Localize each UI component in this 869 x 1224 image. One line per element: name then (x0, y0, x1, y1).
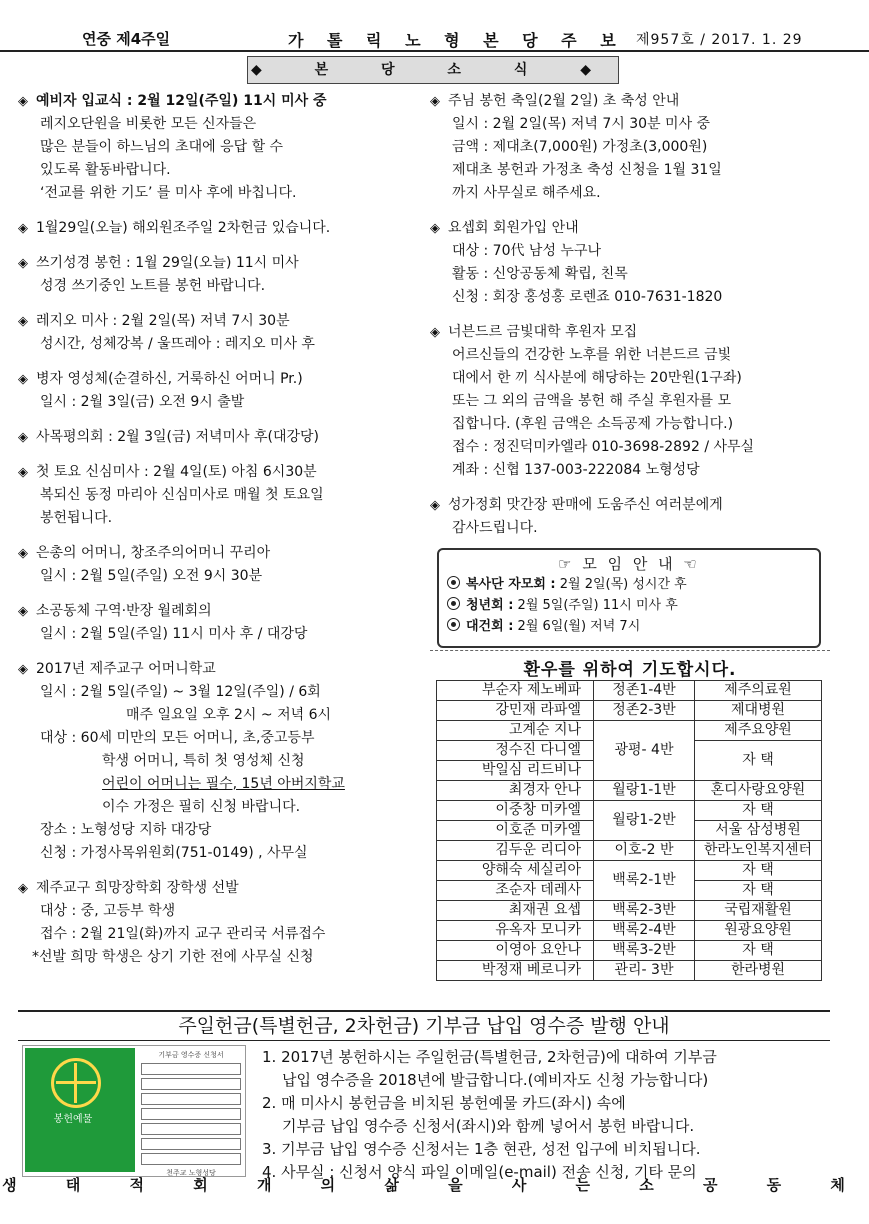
patient-name: 유옥자 모니카 (437, 921, 594, 941)
meeting-title: ☞ 모 임 안 내 ☜ (558, 555, 700, 573)
meeting-notice-box (437, 548, 821, 648)
news-item (18, 217, 418, 240)
instruction-line: 기부금 납입 영수증 신청서(좌시)와 함께 넣어서 봉헌 바랍니다. (282, 1117, 695, 1135)
news-text: 대에서 한 끼 식사분에 해당하는 20만원(1구좌) (452, 370, 742, 386)
patient-place: 자 택 (695, 741, 822, 781)
meeting-row (447, 616, 819, 637)
patient-group: 백록2-1반 (594, 861, 695, 901)
news-headline: 2017년 제주교구 어머니학교 (36, 661, 216, 677)
patient-name: 강민재 라파엘 (437, 701, 594, 721)
news-text: 대상 : 70代 남성 누구나 (452, 243, 601, 259)
meeting-group: 대건회 : (466, 619, 514, 634)
news-headline: 첫 토요 신심미사 : 2월 4일(토) 아침 6시30분 (36, 464, 317, 480)
circle-bullet-icon (447, 618, 460, 631)
news-item (430, 217, 830, 309)
news-text: 학생 어머니, 특히 첫 영성체 신청 (102, 753, 305, 769)
news-text: 대상 : 중, 고등부 학생 (40, 903, 176, 919)
news-item (18, 658, 418, 865)
news-headline: 너븐드르 금빛대학 후원자 모집 (448, 324, 638, 340)
news-item (430, 90, 830, 205)
diamond-bullet-icon: ◈ (18, 221, 28, 236)
news-item (18, 542, 418, 588)
patient-group: 정존1-4반 (594, 681, 695, 701)
patient-place: 국립재활원 (695, 901, 822, 921)
patient-place: 서울 삼성병원 (695, 821, 822, 841)
receipt-form-footer: 천주교 노형성당 (166, 1169, 216, 1177)
offering-card-label: 봉헌예물 (53, 1114, 93, 1125)
news-text: 레지오단원을 비롯한 모든 신자들은 (40, 116, 257, 132)
news-text: 까지 사무실로 해주세요. (452, 185, 601, 201)
news-headline: 쓰기성경 봉헌 : 1월 29일(오늘) 11시 미사 (36, 255, 299, 271)
news-item (18, 368, 418, 414)
instruction-line: 4. 사무실 : 신청서 양식 파일 이메일(e-mail) 전송 신청, 기타 문의 (262, 1163, 697, 1181)
receipt-form-title: 기부금 영수증 신청서 (158, 1051, 224, 1059)
news-item (18, 310, 418, 356)
circle-bullet-icon (447, 597, 460, 610)
patient-name: 양해숙 세실리아 (437, 861, 594, 881)
patient-name: 최경자 안나 (437, 781, 594, 801)
patient-place: 제주요양원 (695, 721, 822, 741)
patient-place: 원광요양원 (695, 921, 822, 941)
patient-group: 정존2-3반 (594, 701, 695, 721)
meeting-group: 복사단 자모회 : (466, 577, 556, 592)
news-headline: 성가정회 맛간장 판매에 도움주신 여러분에게 (448, 497, 723, 513)
news-item (18, 252, 418, 298)
patient-name: 김두운 리디아 (437, 841, 594, 861)
patient-group: 관리- 3반 (594, 961, 695, 981)
table-row (437, 961, 822, 981)
news-item (18, 877, 418, 969)
patient-group: 월랑1-1반 (594, 781, 695, 801)
news-text: *선발 희망 학생은 상기 기한 전에 사무실 신청 (32, 949, 314, 965)
patient-name: 이영아 요안나 (437, 941, 594, 961)
news-text: 많은 분들이 하느님의 초대에 응답 할 수 (40, 139, 284, 155)
diamond-bullet-icon: ◈ (430, 325, 440, 340)
news-text: 신청 : 가정사목위원회(751-0149) , 사무실 (40, 845, 308, 861)
patient-place: 제주의료원 (695, 681, 822, 701)
table-row (437, 841, 822, 861)
news-text: 접수 : 2월 21일(화)까지 교구 관리국 서류접수 (40, 926, 326, 942)
table-row (437, 801, 822, 821)
prayer-table (436, 680, 822, 981)
news-headline: 레지오 미사 : 2월 2일(목) 저녁 7시 30분 (36, 313, 290, 329)
meeting-row (447, 574, 819, 595)
meeting-time: 2월 5일(주일) 11시 미사 후 (517, 598, 678, 613)
patient-name: 정수진 다니엘 (437, 741, 594, 761)
meeting-row (447, 595, 819, 616)
news-text: 금액 : 제대초(7,000원) 가정초(3,000원) (452, 139, 708, 155)
news-text: 매주 일요일 오후 2시 ~ 저녁 6시 (126, 707, 332, 723)
bulletin-header (0, 0, 869, 52)
issue-date: 제957호 / 2017. 1. 29 (636, 32, 803, 48)
news-text: 접수 : 정진덕미카엘라 010-3698-2892 / 사무실 (452, 439, 755, 455)
news-headline: 은총의 어머니, 창조주의어머니 꾸리아 (36, 545, 271, 561)
offering-cross-icon (51, 1058, 101, 1108)
diamond-bullet-icon: ◈ (18, 881, 28, 896)
table-row (437, 781, 822, 801)
news-text: 제대초 봉헌과 가정초 축성 신청을 1월 31일 (452, 162, 722, 178)
news-text: 성시간, 성체강복 / 울뜨레아 : 레지오 미사 후 (40, 336, 315, 352)
diamond-bullet-icon: ◈ (18, 372, 28, 387)
patient-place: 자 택 (695, 941, 822, 961)
patient-place: 자 택 (695, 801, 822, 821)
news-text: 신청 : 회장 홍성홍 로렌죠 010-7631-1820 (452, 289, 723, 305)
diamond-bullet-icon: ◈ (18, 94, 28, 109)
news-item (18, 426, 418, 449)
divider (430, 650, 830, 651)
meeting-time: 2월 6일(월) 저녁 7시 (517, 619, 641, 634)
patient-name: 고계순 지나 (437, 721, 594, 741)
table-row (437, 941, 822, 961)
diamond-bullet-icon: ◈ (18, 465, 28, 480)
news-item (430, 321, 830, 482)
news-text: 어르신들의 건강한 노후를 위한 너븐드르 금빛 (452, 347, 732, 363)
bulletin-motto: 생 태 적 회 개 의 삶 을 사 는 소 공 동 체 (2, 1176, 867, 1194)
instruction-line: 3. 기부금 납입 영수증 신청서는 1층 현관, 성전 입구에 비치됩니다. (262, 1140, 701, 1158)
news-text: 일시 : 2월 2일(목) 저녁 7시 30분 미사 중 (452, 116, 711, 132)
right-news-column (430, 90, 830, 552)
patient-place: 제대병원 (695, 701, 822, 721)
table-row (437, 901, 822, 921)
table-row (437, 861, 822, 881)
receipt-banner: 주일헌금(특별헌금, 2차헌금) 기부금 납입 영수증 발행 안내 (18, 1010, 830, 1041)
news-text: 계좌 : 신협 137-003-222084 노형성당 (452, 462, 700, 478)
news-text: 집합니다. (후원 금액은 소득공제 가능합니다.) (452, 416, 734, 432)
patient-group: 백록2-3반 (594, 901, 695, 921)
diamond-bullet-icon: ◈ (18, 662, 28, 677)
patient-group: 광평- 4반 (594, 721, 695, 781)
news-headline: 소공동체 구역·반장 월례회의 (36, 603, 212, 619)
news-text: 성경 쓰기중인 노트를 봉헌 바랍니다. (40, 278, 266, 294)
parish-news-title: ◆ 본 당 소 식 ◆ (247, 56, 619, 84)
patient-name: 박정재 베로니카 (437, 961, 594, 981)
news-text: 일시 : 2월 5일(주일) ~ 3월 12일(주일) / 6회 (40, 684, 321, 700)
patient-group: 월랑1-2반 (594, 801, 695, 841)
news-text: 일시 : 2월 5일(주일) 오전 9시 30분 (40, 568, 263, 584)
news-text: 있도록 활동바랍니다. (40, 162, 171, 178)
news-text: 어린이 어머니는 필수, 15년 아버지학교 (102, 776, 345, 792)
patient-place: 한라노인복지센터 (695, 841, 822, 861)
patient-place: 자 택 (695, 881, 822, 901)
diamond-bullet-icon: ◈ (18, 430, 28, 445)
patient-group: 이호-2 반 (594, 841, 695, 861)
patient-name: 조순자 데레사 (437, 881, 594, 901)
news-text: 대상 : 60세 미만의 모든 어머니, 초,중고등부 (40, 730, 315, 746)
patient-place: 자 택 (695, 861, 822, 881)
left-news-column (18, 90, 418, 981)
circle-bullet-icon (447, 576, 460, 589)
receipt-instructions (262, 1046, 822, 1184)
table-row (437, 681, 822, 701)
receipt-illustration (22, 1045, 246, 1177)
news-text: 활동 : 신앙공동체 확립, 친목 (452, 266, 628, 282)
patient-place: 혼디사랑요양원 (695, 781, 822, 801)
meeting-group: 청년회 : (466, 598, 514, 613)
news-text: 복되신 동정 마리아 신심미사로 매월 첫 토요일 (40, 487, 324, 503)
diamond-bullet-icon: ◈ (430, 498, 440, 513)
instruction-line: 납입 영수증을 2018년에 발급합니다.(예비자도 신청 가능합니다) (282, 1071, 709, 1089)
patient-name: 최재권 요셉 (437, 901, 594, 921)
news-text: 장소 : 노형성당 지하 대강당 (40, 822, 212, 838)
meeting-time: 2월 2일(목) 성시간 후 (559, 577, 687, 592)
news-item (18, 90, 418, 205)
patient-group: 백록2-4반 (594, 921, 695, 941)
news-headline: 요셉회 회원가입 안내 (448, 220, 579, 236)
diamond-bullet-icon: ◈ (18, 604, 28, 619)
table-row (437, 701, 822, 721)
patient-group: 백록3-2반 (594, 941, 695, 961)
news-item (18, 461, 418, 530)
news-text: 감사드립니다. (452, 520, 538, 536)
offering-card (25, 1048, 135, 1172)
news-headline: 1월29일(오늘) 해외원조주일 2차헌금 있습니다. (36, 220, 331, 236)
liturgical-week: 연중 제4주일 (82, 30, 171, 48)
diamond-bullet-icon: ◈ (18, 256, 28, 271)
news-text: 일시 : 2월 3일(금) 오전 9시 출발 (40, 394, 245, 410)
table-row (437, 921, 822, 941)
diamond-bullet-icon: ◈ (18, 314, 28, 329)
prayer-table-title: 환우를 위하여 기도합시다. (523, 660, 737, 680)
news-item (18, 600, 418, 646)
patient-place: 한라병원 (695, 961, 822, 981)
news-text: ‘전교를 위한 기도’ 를 미사 후에 바칩니다. (40, 185, 297, 201)
news-headline: 병자 영성체(순결하신, 거룩하신 어머니 Pr.) (36, 371, 303, 387)
instruction-line: 1. 2017년 봉헌하시는 주일헌금(특별헌금, 2차헌금)에 대하여 기부금 (262, 1048, 717, 1066)
patient-name: 이중창 미카엘 (437, 801, 594, 821)
receipt-form (141, 1050, 241, 1177)
patient-name: 박일심 리드비나 (437, 761, 594, 781)
diamond-bullet-icon: ◈ (430, 221, 440, 236)
patient-name: 부순자 제노베파 (437, 681, 594, 701)
news-item (430, 494, 830, 540)
news-headline: 사목평의회 : 2월 3일(금) 저녁미사 후(대강당) (36, 429, 320, 445)
bulletin-title: 가 톨 릭 노 형 본 당 주 보 (288, 31, 625, 50)
news-text: 봉헌됩니다. (40, 510, 113, 526)
news-text: 일시 : 2월 5일(주일) 11시 미사 후 / 대강당 (40, 626, 308, 642)
news-text: 이수 가정은 필히 신청 바랍니다. (102, 799, 301, 815)
news-text: 또는 그 외의 금액을 봉헌 해 주실 후원자를 모 (452, 393, 732, 409)
diamond-bullet-icon: ◈ (430, 94, 440, 109)
patient-name: 이호준 미카엘 (437, 821, 594, 841)
news-headline: 주님 봉헌 축일(2월 2일) 초 축성 안내 (448, 93, 680, 109)
table-row (437, 721, 822, 741)
news-headline: 예비자 입교식 : 2월 12일(주일) 11시 미사 중 (36, 93, 327, 109)
news-headline: 제주교구 희망장학회 장학생 선발 (36, 880, 239, 896)
instruction-line: 2. 매 미사시 봉헌금을 비치된 봉헌예물 카드(좌시) 속에 (262, 1094, 626, 1112)
diamond-bullet-icon: ◈ (18, 546, 28, 561)
